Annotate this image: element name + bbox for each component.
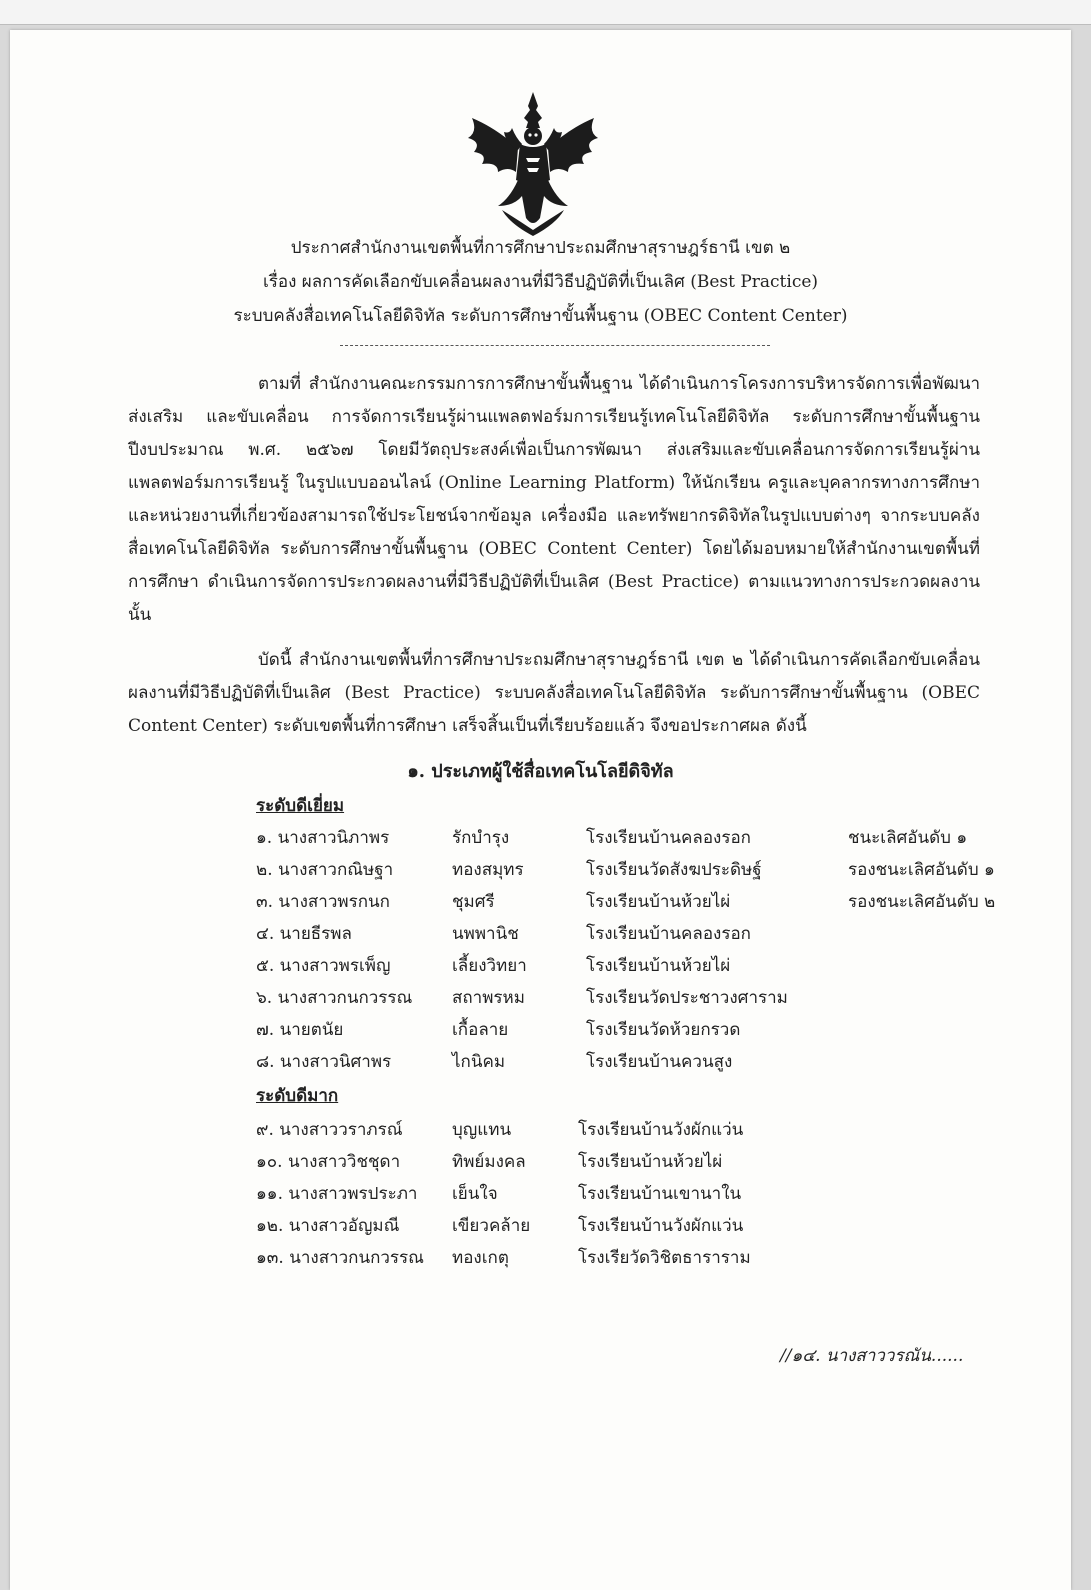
participant-school: โรงเรียนบ้านควนสูง <box>586 1052 733 1072</box>
participant-school: โรงเรียนบ้านคลองรอก <box>586 924 751 944</box>
participant-surname: ไกนิคม <box>452 1052 506 1072</box>
participant-surname: รักบำรุง <box>452 828 510 848</box>
participant-school: โรงเรียนวัดประชาวงศาราม <box>586 988 788 1008</box>
level-heading-excellent: ระดับดีเยี่ยม <box>256 796 345 816</box>
participant-name: ๑๓. นางสาวกนกวรรณ <box>256 1248 424 1268</box>
level-heading-very-good: ระดับดีมาก <box>256 1086 339 1106</box>
participant-surname: เลี้ยงวิทยา <box>452 956 527 976</box>
participant-school: โรงเรียนบ้านเขานาใน <box>578 1184 742 1204</box>
participant-name: ๙. นางสาววราภรณ์ <box>256 1120 403 1140</box>
participant-award: รองชนะเลิศอันดับ ๑ <box>848 860 995 880</box>
page-continuation-note: //๑๔. นางสาววรณัน...... <box>780 1346 964 1366</box>
participant-school: โรงเรียนบ้านวังผักแว่น <box>578 1120 744 1140</box>
participant-school: โรงเรียนบ้านคลองรอก <box>586 828 751 848</box>
document-page <box>10 30 1071 1590</box>
announcement-subject-continued: ระบบคลังสื่อเทคโนโลยีดิจิทัล ระดับการศึกษาขั้นพื้นฐาน (OBEC Content Center) <box>233 306 848 326</box>
participant-surname: เย็นใจ <box>452 1184 498 1204</box>
participant-school: โรงเรียนบ้านห้วยไผ่ <box>586 956 731 976</box>
participant-name: ๑๑. นางสาวพรประภา <box>256 1184 418 1204</box>
participant-school: โรงเรียนวัดสังฆประดิษฐ์ <box>586 860 762 880</box>
participant-award: ชนะเลิศอันดับ ๑ <box>848 828 968 848</box>
participant-award: รองชนะเลิศอันดับ ๒ <box>848 892 996 912</box>
participant-name: ๗. นายตนัย <box>256 1020 344 1040</box>
participant-surname: ทองสมุทร <box>452 860 524 880</box>
participant-name: ๘. นางสาวนิศาพร <box>256 1052 392 1072</box>
viewer-top-bar <box>0 0 1091 25</box>
participant-school: โรงเรียนบ้านห้วยไผ่ <box>578 1152 723 1172</box>
participant-name: ๑๒. นางสาวอัญมณี <box>256 1216 400 1236</box>
participant-surname: บุญแทน <box>452 1120 512 1140</box>
participant-surname: สถาพรหม <box>452 988 525 1008</box>
participant-surname: นพพานิช <box>452 924 519 944</box>
participant-surname: เขียวคล้าย <box>452 1216 531 1236</box>
participant-name: ๑๐. นางสาววิชชุดา <box>256 1152 401 1172</box>
participant-name: ๑. นางสาวนิภาพร <box>256 828 390 848</box>
participant-school: โรงเรียนบ้านห้วยไผ่ <box>586 892 731 912</box>
participant-name: ๕. นางสาวพรเพ็ญ <box>256 956 391 976</box>
participant-name: ๔. นายธีรพล <box>256 924 352 944</box>
announcement-subject: เรื่อง ผลการคัดเลือกขับเคลื่อนผลงานที่มีวิธีปฏิบัติที่เป็นเลิศ (Best Practice) <box>262 272 819 292</box>
header-divider <box>340 345 770 346</box>
participant-name: ๒. นางสาวกณิษฐา <box>256 860 394 880</box>
participant-school: โรงเรียนบ้านวังผักแว่น <box>578 1216 744 1236</box>
participant-school: โรงเรียวัดวิชิตธาราราม <box>578 1248 751 1268</box>
section-title: ๑. ประเภทผู้ใช้สื่อเทคโนโลยีดิจิทัล <box>407 761 674 782</box>
garuda-emblem-icon <box>458 88 608 238</box>
participant-school: โรงเรียนวัดห้วยกรวด <box>586 1020 741 1040</box>
body-paragraph-1: ตามที่ สำนักงานคณะกรรมการการศึกษาขั้นพื้นฐาน ได้ดำเนินการโครงการบริหารจัดการเพื่อพัฒนา ส่งเสริม และขับเคลื่อน การจัดการเรียนรู้ผ่านแพลตฟอร์มการเรียนรู้เทคโนโลยีดิจิทัล ระดับการศึกษาขั้นพื้นฐาน ปีงบประมาณ พ.ศ. ๒๕๖๗ โดยมีวัตถุประสงค์เพื่อเป็นการพัฒนา ส่งเสริมและขับเคลื่อนการจัดการเรียนรู้ผ่านแพลตฟอร์มการเรียนรู้ ในรูปแบบออนไลน์ (Online Learning Platform) ให้นักเรียน ครูและบุคลากรทางการศึกษา และหน่วยงานที่เกี่ยวข้องสามารถใช้ประโยชน์จากข้อมูล เครื่องมือ และทรัพยากรดิจิทัลในรูปแบบต่างๆ จากระบบคลังสื่อเทคโนโลยีดิจิทัล ระดับการศึกษาขั้นพื้นฐาน (OBEC Content Center) โดยได้มอบหมายให้สำนักงานเขตพื้นที่การศึกษา ดำเนินการจัดการประกวดผลงานที่มีวิธีปฏิบัติที่เป็นเลิศ (Best Practice) ตามแนวทางการประกวดผลงาน นั้น <box>128 374 980 625</box>
participant-surname: ชุมศรี <box>452 892 495 912</box>
participant-surname: ทองเกตุ <box>452 1248 509 1268</box>
announcement-title: ประกาศสำนักงานเขตพื้นที่การศึกษาประถมศึกษาสุราษฎร์ธานี เขต ๒ <box>290 238 791 258</box>
participant-surname: ทิพย์มงคล <box>452 1152 526 1172</box>
body-paragraph-2: บัดนี้ สำนักงานเขตพื้นที่การศึกษาประถมศึกษาสุราษฎร์ธานี เขต ๒ ได้ดำเนินการคัดเลือกขับเคลื่อนผลงานที่มีวิธีปฏิบัติที่เป็นเลิศ (Best Practice) ระบบคลังสื่อเทคโนโลยีดิจิทัล ระดับการศึกษาขั้นพื้นฐาน (OBEC Content Center) ระดับเขตพื้นที่การศึกษา เสร็จสิ้นเป็นที่เรียบร้อยแล้ว จึงขอประกาศผล ดังนี้ <box>128 650 980 736</box>
participant-name: ๓. นางสาวพรกนก <box>256 892 390 912</box>
participant-name: ๖. นางสาวกนกวรรณ <box>256 988 413 1008</box>
participant-surname: เกื้อลาย <box>452 1020 509 1040</box>
